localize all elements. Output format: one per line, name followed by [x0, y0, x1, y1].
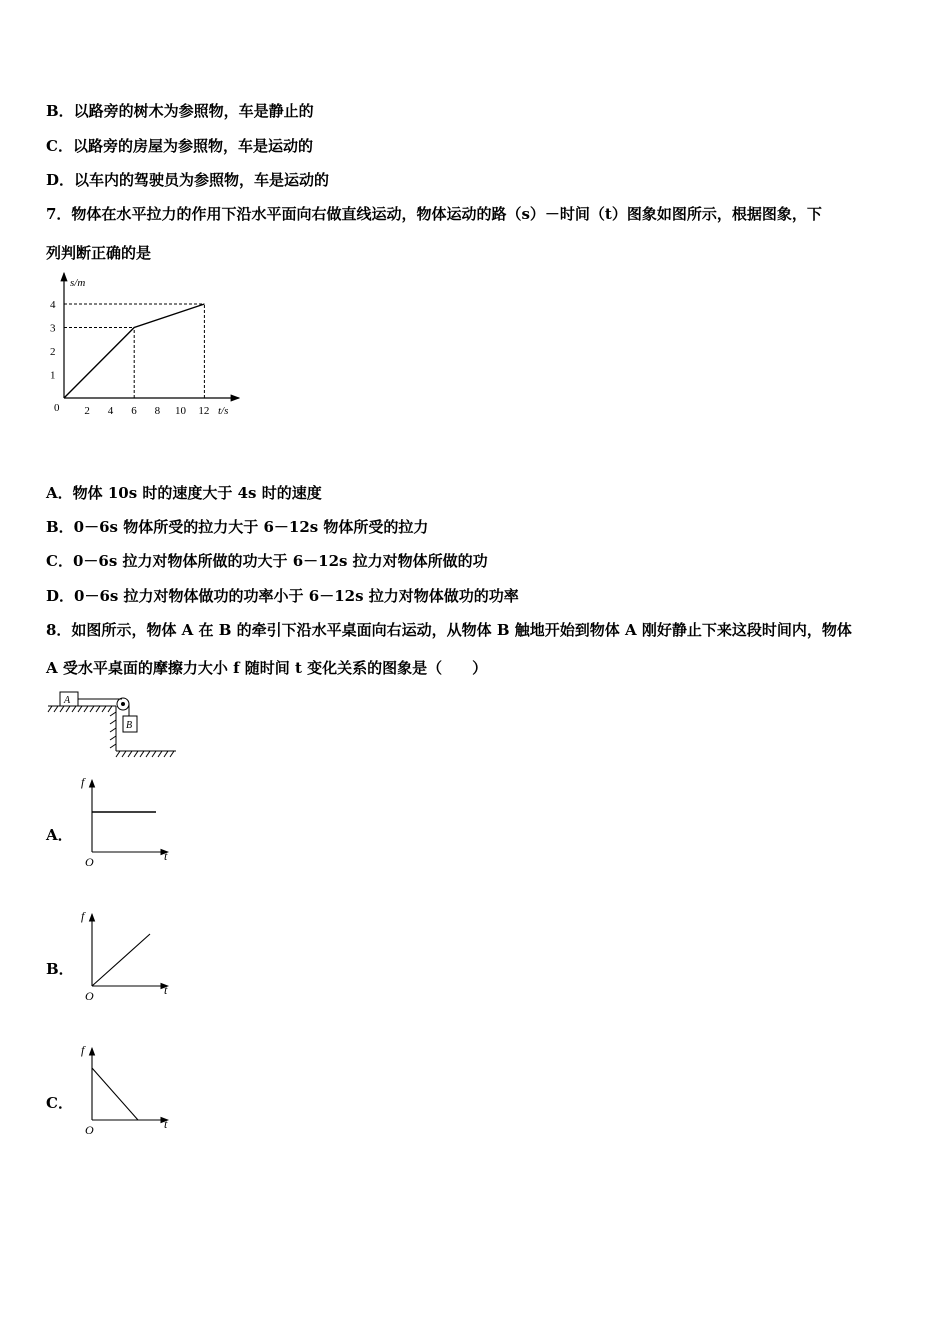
block-a-label: A: [64, 695, 71, 706]
y-tick-label: 2: [50, 346, 56, 358]
x-tick-label: 12: [198, 405, 210, 417]
table-hatch: [48, 706, 112, 712]
decreasing-f-line: [92, 1068, 138, 1120]
x-tick-label: 2: [84, 405, 90, 417]
x-tick-label: 6: [131, 405, 137, 417]
q8-stem-line2: A 受水平桌面的摩擦力大小 f 随时间 t 变化关系的图象是（ ）: [46, 659, 488, 677]
y-tick-label: 1: [50, 369, 56, 382]
y-axis-label: s/m: [70, 277, 86, 289]
q8-stem-line1: 8．如图所示，物体 A 在 B 的牵引下沿水平桌面向右运动，从物体 B 触地开始到物体 A 刚好静止下来这段时间内，物体: [46, 621, 852, 639]
q7-stem-line1: 7．物体在水平拉力的作用下沿水平面向右做直线运动，物体运动的路（s）－时间（t）图象如图所示，根据图象，下: [46, 205, 822, 223]
f-axis-label: f: [81, 1043, 85, 1057]
q8-option-c-graph: [78, 1040, 178, 1136]
x-tick-label: 10: [175, 405, 186, 417]
q7-stem-line2: 列判断正确的是: [46, 244, 152, 262]
increasing-f-line: [92, 934, 150, 986]
q8-option-b-label: B．: [46, 960, 74, 978]
q8-option-a-graph: [78, 772, 178, 868]
block-b-label: B: [126, 720, 133, 731]
q6-option-c: C．以路旁的房屋为参照物，车是运动的: [46, 137, 313, 155]
q6-option-d: D．以车内的驾驶员为参照物，车是运动的: [46, 171, 330, 189]
t-axis-label: t: [164, 1117, 168, 1131]
x-tick-label: 0: [54, 402, 60, 414]
q7-option-c: C．0－6s 拉力对物体所做的功大于 6－12s 拉力对物体所做的功: [46, 552, 488, 570]
s-t-graph: [44, 268, 244, 420]
pulley-setup-figure: [46, 688, 181, 760]
origin-label: O: [85, 1123, 94, 1136]
q7-option-d: D．0－6s 拉力对物体做功的功率小于 6－12s 拉力对物体做功的功率: [46, 587, 519, 605]
t-axis-label: t: [164, 849, 168, 863]
f-axis-label: f: [81, 909, 85, 923]
origin-label: O: [85, 855, 94, 868]
q8-option-b-graph: [78, 906, 178, 1002]
y-tick-label: 3: [50, 322, 56, 335]
side-hatch: [110, 712, 116, 748]
x-tick-label: 4: [107, 405, 114, 417]
q7-option-b: B．0－6s 物体所受的拉力大于 6－12s 物体所受的拉力: [46, 518, 429, 536]
f-axis-label: f: [81, 775, 85, 789]
q8-option-c-label: C．: [46, 1094, 73, 1112]
floor-hatch: [116, 751, 174, 757]
x-tick-label: 8: [154, 405, 161, 417]
q7-option-a: A．物体 10s 时的速度大于 4s 时的速度: [46, 484, 322, 502]
y-tick-label: 4: [50, 299, 56, 311]
q6-option-b: B．以路旁的树木为参照物，车是静止的: [46, 102, 314, 120]
x-axis-label: t/s: [218, 405, 229, 417]
origin-label: O: [85, 989, 94, 1002]
q8-option-a-label: A．: [46, 826, 73, 844]
t-axis-label: t: [164, 983, 168, 997]
